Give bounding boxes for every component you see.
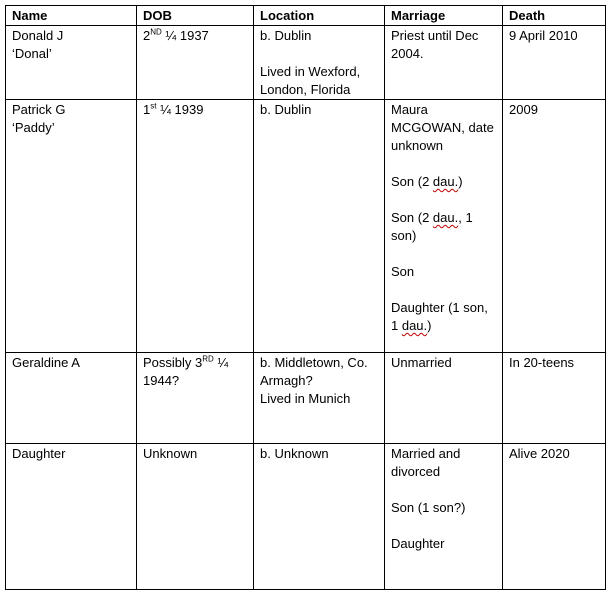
name-cell (6, 444, 137, 590)
header-marriage: Marriage (385, 6, 503, 26)
location-cell (254, 26, 385, 100)
name-text: Geraldine A (12, 355, 80, 370)
birthplace-text: b. Middletown, Co. Armagh? (260, 355, 368, 388)
location-cell (254, 353, 385, 444)
table-row (6, 353, 606, 444)
marriage-text: Maura MCGOWAN, date unknown (391, 102, 494, 153)
marriage-cell (385, 26, 503, 100)
family-table (5, 5, 606, 590)
child-text: Son (2 dau.) (391, 174, 463, 189)
child-text: Son (1 son?) (391, 500, 466, 515)
death-cell: Alive 2020 (503, 444, 606, 590)
birthplace-text: b. Unknown (260, 446, 329, 461)
name-text: Donald J (12, 28, 64, 43)
header-row (6, 6, 606, 26)
birthplace-text: b. Dublin (260, 102, 312, 117)
header-dob: DOB (137, 6, 254, 26)
name-cell (6, 100, 137, 353)
marriage-cell (385, 444, 503, 590)
table-row (6, 26, 606, 100)
location-cell (254, 100, 385, 353)
name-cell (6, 26, 137, 100)
child-text: Son (2 dau., 1 son) (391, 210, 473, 243)
name-text: Patrick G (12, 102, 66, 117)
header-name: Name (6, 6, 137, 26)
marriage-cell (385, 100, 503, 353)
marriage-text: Married and divorced (391, 446, 461, 479)
child-text: Daughter (391, 536, 445, 551)
name-cell (6, 353, 137, 444)
marriage-cell (385, 353, 503, 444)
dob-cell: 1st ¼ 1939 (137, 100, 254, 353)
header-location: Location (254, 6, 385, 26)
nickname-text: ‘Paddy’ (12, 120, 55, 135)
marriage-text: Unmarried (391, 355, 452, 370)
birthplace-text: b. Dublin (260, 28, 312, 43)
header-death: Death (503, 6, 606, 26)
dob-cell: Possibly 3RD ¼ 1944? (137, 353, 254, 444)
dob-cell: 2ND ¼ 1937 (137, 26, 254, 100)
child-text: Son (391, 264, 415, 279)
marriage-text: Priest until Dec 2004. (391, 28, 479, 61)
child-text: Daughter (1 son, 1 dau.) (391, 300, 488, 333)
name-text: Daughter (12, 446, 66, 461)
death-cell: 9 April 2010 (503, 26, 606, 100)
dob-cell: Unknown (137, 444, 254, 590)
location-cell (254, 444, 385, 590)
table-row (6, 100, 606, 353)
residence-text: Lived in Munich (260, 391, 351, 406)
death-cell: In 20-teens (503, 353, 606, 444)
residence-text: Lived in Wexford, London, Florida (260, 64, 361, 97)
nickname-text: ‘Donal’ (12, 46, 52, 61)
table-row (6, 444, 606, 590)
death-cell: 2009 (503, 100, 606, 353)
